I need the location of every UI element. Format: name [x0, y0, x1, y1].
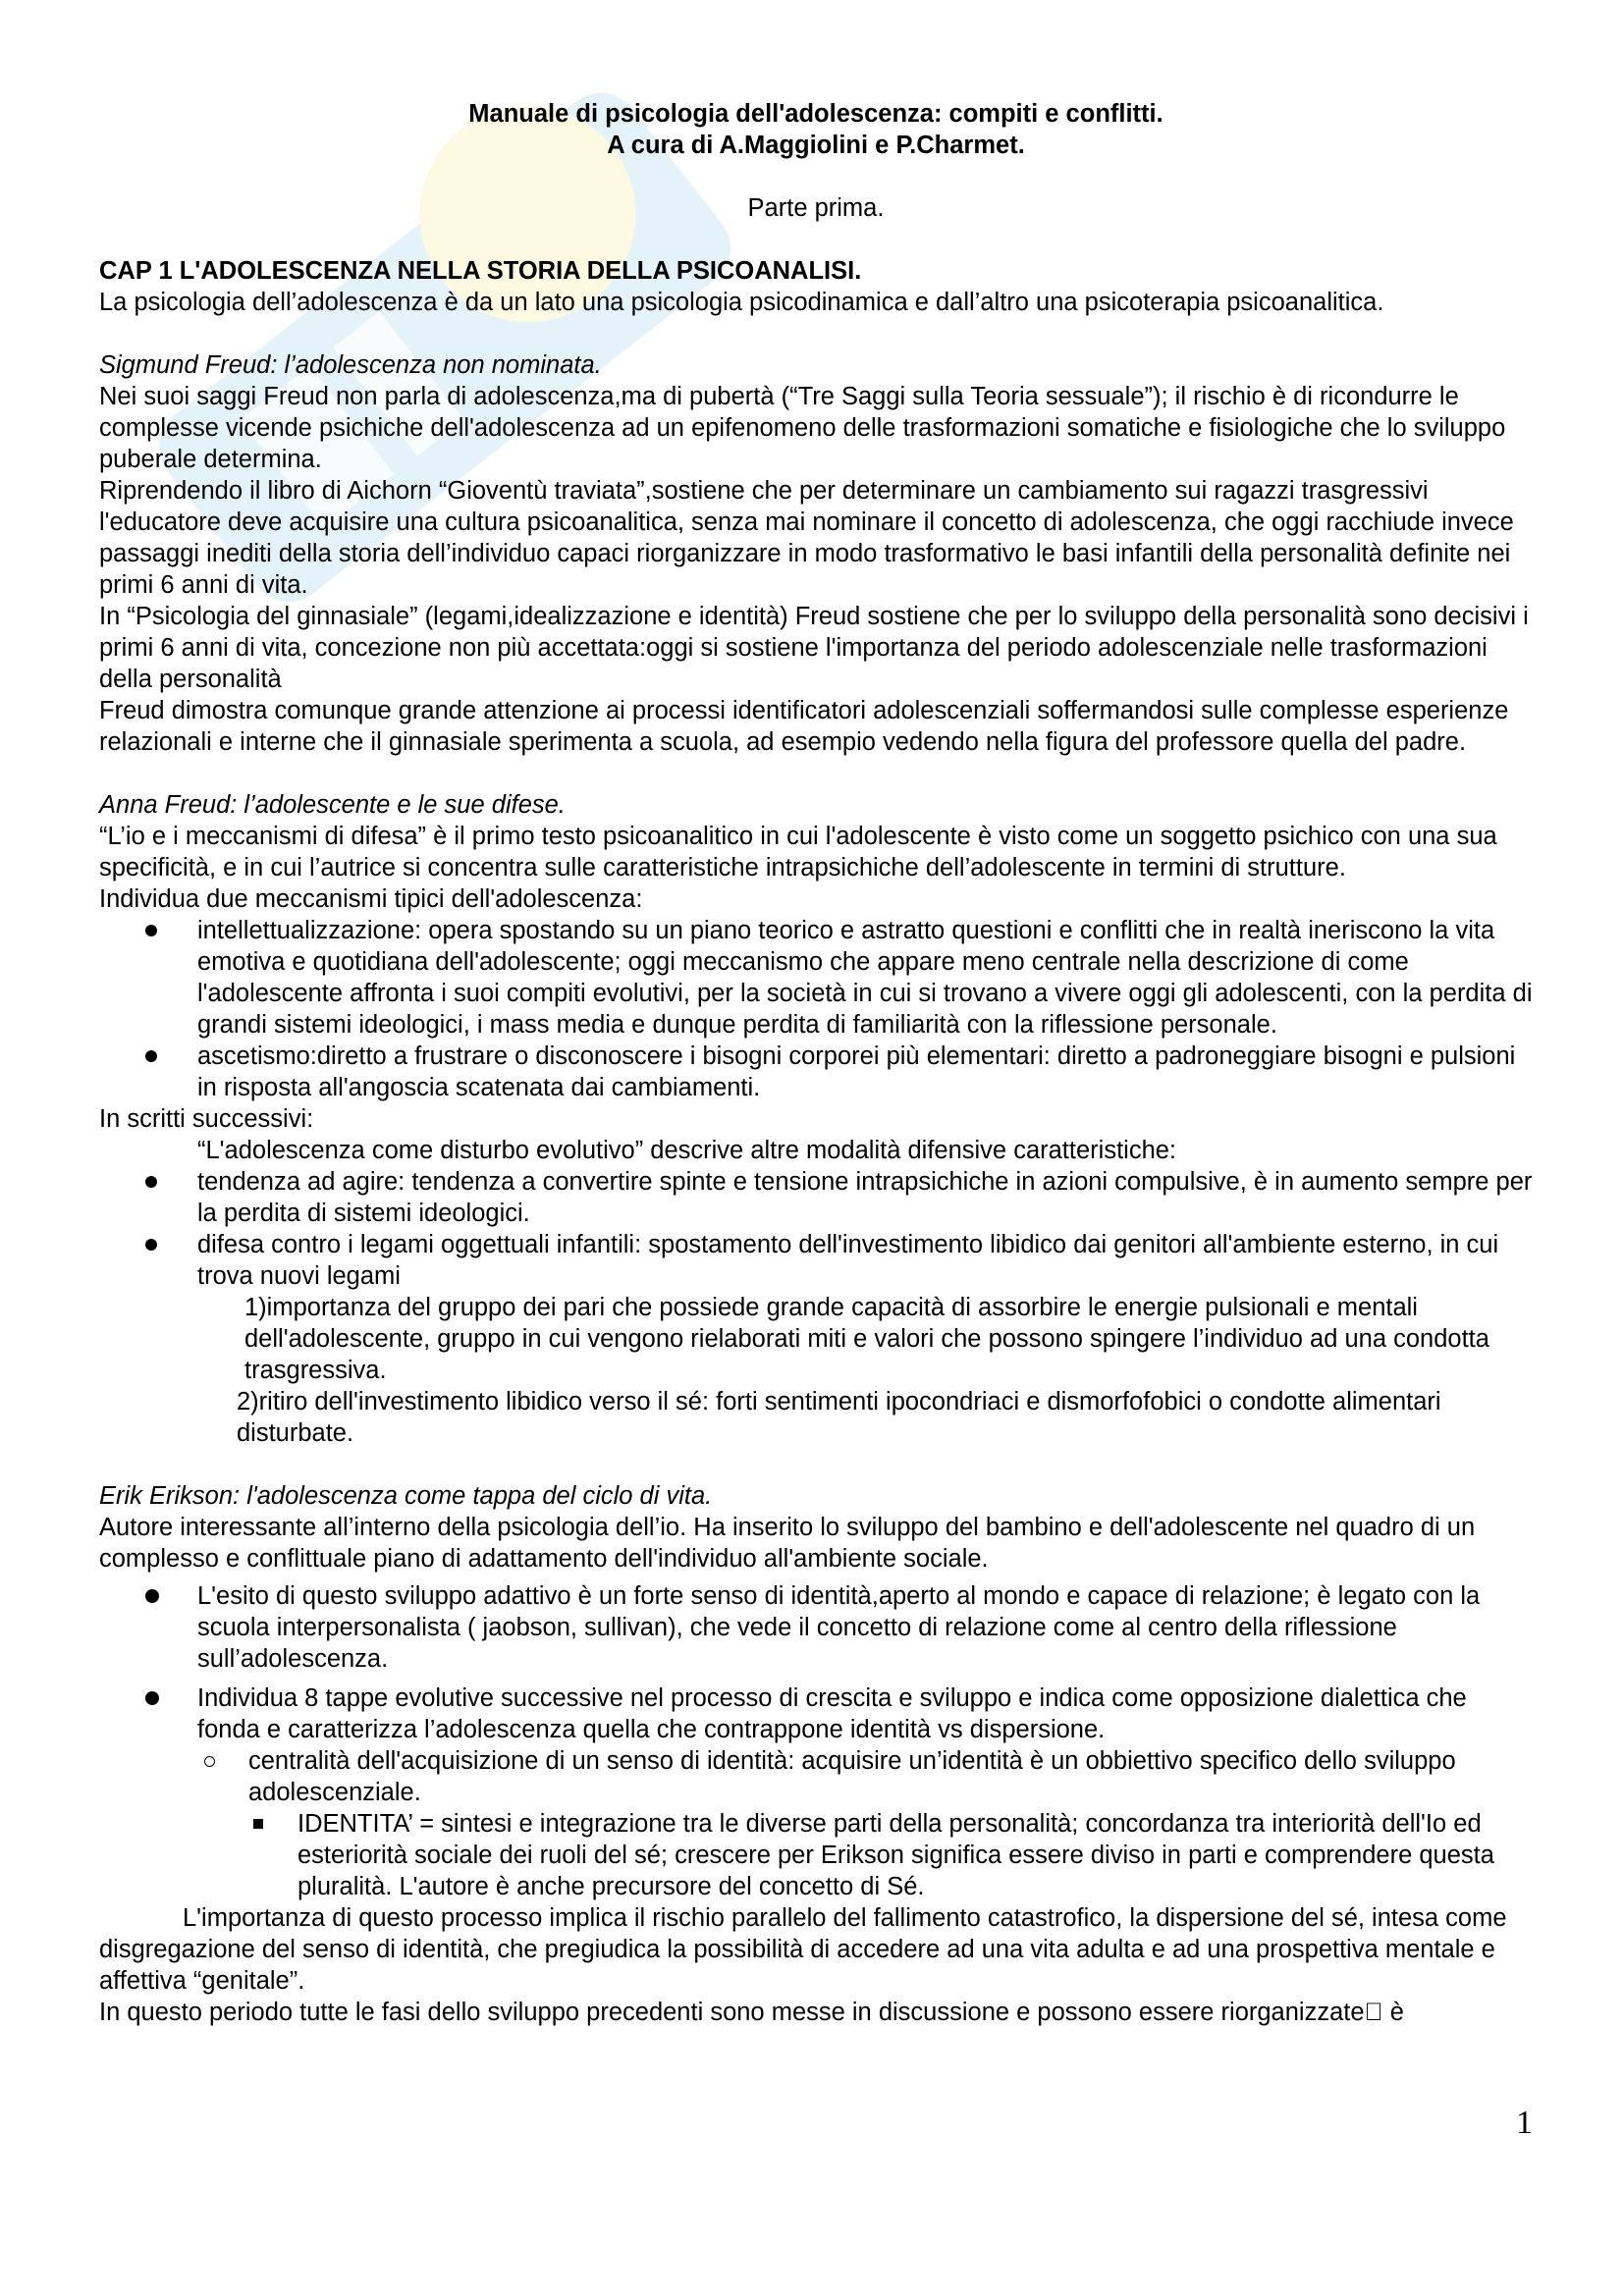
- document-title: Manuale di psicologia dell'adolescenza: compiti e conflitti.: [468, 100, 1163, 128]
- paragraph: Autore interessante all’interno della psicologia dell’io. Ha inserito lo sviluppo del bambino e dell'adolescente nel quadro di un complesso e conflittuale piano di adattamento dell'individuo all'ambiente sociale.: [99, 1514, 1476, 1573]
- bullet-list: [99, 915, 1533, 1103]
- paragraph: Freud dimostra comunque grande attenzione ai processi identificatori adolescenziali soffermandosi sulle complesse esperienze relazionali e interne che il ginnasiale sperimenta a scuola, ad esempio vedendo nella figura del professore quella del padre.: [99, 697, 1509, 756]
- bullet-list: [99, 1166, 1533, 1292]
- paragraph: In scritti successivi:: [99, 1105, 314, 1133]
- paragraph: In “Psicologia del ginnasiale” (legami,idealizzazione e identità) Freud sostiene che per lo sviluppo della personalità sono decisivi i primi 6 anni di vita, concezione non più accettata:oggi si sostiene l'importanza del periodo adolescenziale nelle trasformazioni della personalità: [99, 603, 1529, 693]
- paragraph: “L'adolescenza come disturbo evolutivo” descrive altre modalità difensive caratteristiche:: [197, 1137, 1177, 1164]
- numbered-item: 1)importanza del gruppo dei pari che possiede grande capacità di assorbire le energie pulsionali e mentali dell'adolescente, gruppo in cui vengono rielaborati miti e valori che possono spingere l’individuo ad una condotta trasgressiva.: [244, 1294, 1489, 1384]
- paragraph: Individua due meccanismi tipici dell'adolescenza:: [99, 885, 643, 913]
- section-heading-erikson: Erik Erikson: l'adolescenza come tappa del ciclo di vita.: [99, 1482, 713, 1510]
- list-item: ascetismo:diretto a frustrare o disconoscere i bisogni corporei più elementari: diretto a padroneggiare bisogni e pulsioni in risposta all'angoscia scatenata dai cambiamenti.: [99, 1041, 1533, 1103]
- list-item: tendenza ad agire: tendenza a convertire spinte e tensione intrapsichiche in azioni compulsive, è in aumento sempre per la perdita di sistemi ideologici.: [99, 1166, 1533, 1229]
- paragraph: In questo periodo tutte le fasi dello sviluppo precedenti sono messe in discussione e possono essere riorganizzate􀀀 è: [99, 1999, 1404, 2026]
- section-heading-anna-freud: Anna Freud: l’adolescente e le sue difese.: [99, 791, 566, 819]
- numbered-item: 2)ritiro dell'investimento libidico verso il sé: forti sentimenti ipocondriaci e dismorfofobici o condotte alimentari disturbate.: [237, 1388, 1441, 1447]
- list-item: Individua 8 tappe evolutive successive nel processo di crescita e sviluppo e indica come opposizione dialettica che fonda e caratterizza l’adolescenza quella che contrappone identità vs dispersione.: [99, 1682, 1533, 1745]
- bullet-list: [99, 1580, 1533, 1902]
- chapter-intro: La psicologia dell’adolescenza è da un lato una psicologia psicodinamica e dall’altro una psicoterapia psicoanalitica.: [99, 289, 1384, 316]
- section-heading-freud: Sigmund Freud: l’adolescenza non nominata.: [99, 351, 602, 379]
- chapter-heading: CAP 1 L'ADOLESCENZA NELLA STORIA DELLA PSICOANALISI.: [99, 257, 862, 285]
- page-number: 1: [1516, 2105, 1533, 2141]
- sub-list-item: centralità dell'acquisizione di un senso di identità: acquisire un’identità è un obbiettivo specifico dello sviluppo adolescenziale.: [99, 1745, 1533, 1808]
- list-item: L'esito di questo sviluppo adattivo è un forte senso di identità,aperto al mondo e capace di relazione; è legato con la scuola interpersonalista ( jaobson, sullivan), che vede il concetto di relazione come al centro della riflessione sull’adolescenza.: [99, 1580, 1533, 1675]
- list-item: difesa contro i legami oggettuali infantili: spostamento dell'investimento libidico dai genitori all'ambiente esterno, in cui trova nuovi legami: [99, 1229, 1533, 1292]
- document-subtitle: A cura di A.Maggiolini e P.Charmet.: [607, 132, 1025, 159]
- part-label: Parte prima.: [747, 194, 885, 222]
- paragraph: “L’io e i meccanismi di difesa” è il primo testo psicoanalitico in cui l'adolescente è visto come un soggetto psichico con una sua specificità, e in cui l’autrice si concentra sulle caratteristiche intrapsichiche dell’adolescente in termini di strutture.: [99, 823, 1497, 881]
- paragraph: Nei suoi saggi Freud non parla di adolescenza,ma di pubertà (“Tre Saggi sulla Teoria sessuale”); il rischio è di ricondurre le complesse vicende psichiche dell'adolescenza ad un epifenomeno delle trasformazioni somatiche e fisiologiche che lo sviluppo puberale determina.: [99, 383, 1506, 473]
- list-item: intellettualizzazione: opera spostando su un piano teorico e astratto questioni e conflitti che in realtà ineriscono la vita emotiva e quotidiana dell'adolescente; oggi meccanismo che appare meno centrale nella descrizione di come l'adolescente affronta i suoi compiti evolutivi, per la società in cui si trovano a vivere oggi gli adolescenti, con la perdita di grandi sistemi ideologici, i mass media e dunque perdita di familiarità con la riflessione personale.: [99, 915, 1533, 1041]
- paragraph: Riprendendo il libro di Aichorn “Gioventù traviata”,sostiene che per determinare un cambiamento sui ragazzi trasgressivi l'educatore deve acquisire una cultura psicoanalitica, senza mai nominare il concetto di adolescenza, che oggi racchiude invece passaggi inediti della storia dell’individuo capaci riorganizzare in modo trasformativo le basi infantili della personalità definite nei primi 6 anni di vita.: [99, 477, 1514, 599]
- paragraph: L'importanza di questo processo implica il rischio parallelo del fallimento catastrofico, la dispersione del sé, intesa come disgregazione del senso di identità, che pregiudica la possibilità di accedere ad una vita adulta e ad una prospettiva mentale e affettiva “genitale”.: [99, 1904, 1507, 1995]
- document-page: [99, 98, 1533, 2028]
- sub-sub-list-item: IDENTITA’ = sintesi e integrazione tra le diverse parti della personalità; concordanza tra interiorità dell'Io ed esteriorità sociale dei ruoli del sé; crescere per Erikson significa essere diviso in parti e comprendere questa pluralità. L'autore è anche precursore del concetto di Sé.: [99, 1808, 1533, 1902]
